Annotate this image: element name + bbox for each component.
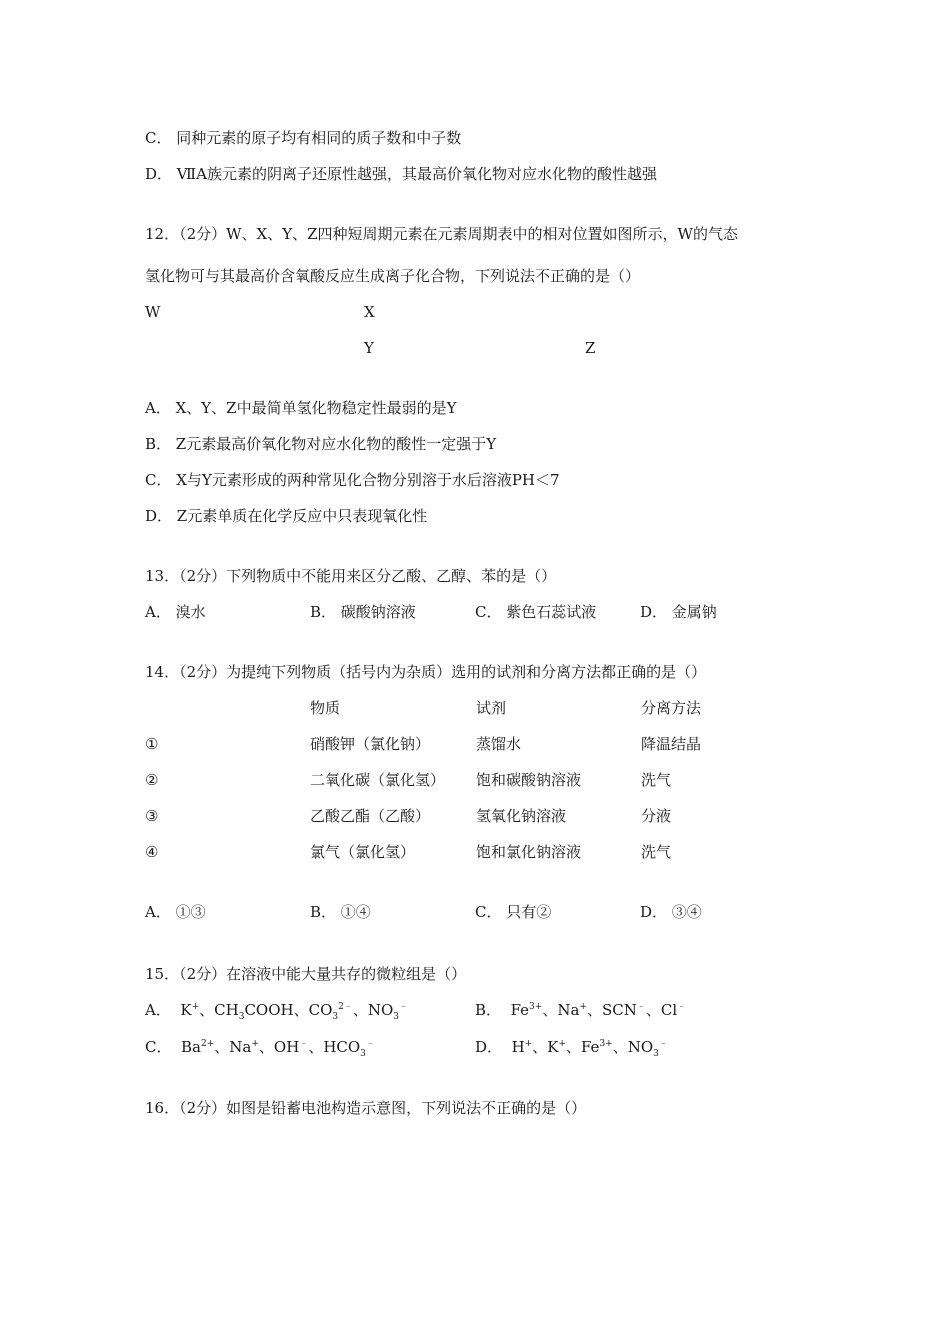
q11-option-c: C． 同种元素的原子均有相同的质子数和中子数 xyxy=(145,129,462,147)
q14-option-c: C． 只有② xyxy=(475,903,552,921)
q14-row-method: 洗气 xyxy=(641,771,672,789)
q15-option-c: C． $Ba^{2+}$、Na+、OH﹣、$HCO_3^﹣$ xyxy=(145,1038,375,1059)
q14-row-substance: 二氧化碳（氯化氢） xyxy=(310,771,446,789)
q12-option-b: B． Z元素最高价氧化物对应水化物的酸性一定强于Y xyxy=(145,435,497,453)
q14-row-reagent: 氢氧化钠溶液 xyxy=(476,807,567,825)
q14-option-a: A． ①③ xyxy=(145,903,206,921)
q15-stem: 15．（2分）在溶液中能大量共存的微粒组是（） xyxy=(145,965,467,983)
q14-row-method: 分液 xyxy=(641,807,672,825)
q14-row-no: ② xyxy=(145,771,159,789)
q14-row-substance: 氯气（氯化氢） xyxy=(310,843,416,861)
q15-option-d-label: D． xyxy=(475,1038,503,1056)
q13-option-b: B． 碳酸钠溶液 xyxy=(310,603,416,621)
q15-option-a: A． K+、$CH_3COOH$、$CO_3^{2﹣}$、$NO_3^﹣$ xyxy=(145,1001,409,1022)
q13-option-c: C． 紫色石蕊试液 xyxy=(475,603,597,621)
q14-row-substance: 乙酸乙酯（乙酸） xyxy=(310,807,431,825)
q14-row-no: ① xyxy=(145,735,159,753)
q14-option-d: D． ③④ xyxy=(640,903,702,921)
q12-option-c: C． X与Y元素形成的两种常见化合物分别溶于水后溶液PH＜7 xyxy=(145,471,560,489)
q11-option-d: D． ⅦA族元素的阴离子还原性越强，其最高价氧化物对应水化物的酸性越强 xyxy=(145,165,657,183)
q13-option-d: D． 金属钠 xyxy=(640,603,717,621)
q15-option-b: B． $Fe^{3+}$、Na+、SCN﹣、Cl﹣ xyxy=(475,1001,687,1019)
q14-row-reagent: 饱和碳酸钠溶液 xyxy=(476,771,582,789)
q13-stem: 13．（2分）下列物质中不能用来区分乙酸、乙醇、苯的是（） xyxy=(145,567,557,585)
q14-row-reagent: 蒸馏水 xyxy=(476,735,522,753)
q14-option-b: B． ①④ xyxy=(310,903,371,921)
q14-row-reagent: 饱和氯化钠溶液 xyxy=(476,843,582,861)
q14-row-method: 洗气 xyxy=(641,843,672,861)
q13-option-a: A． 溴水 xyxy=(145,603,206,621)
q15-option-c-label: C． xyxy=(145,1038,172,1056)
q14-stem: 14．（2分）为提纯下列物质（括号内为杂质）选用的试剂和分离方法都正确的是（） xyxy=(145,663,707,681)
q14-header-method: 分离方法 xyxy=(641,699,702,717)
q15-option-a-label: A． xyxy=(145,1001,171,1019)
q12-grid-y: Y xyxy=(364,339,374,357)
q15-option-d: D． H+、K+、$Fe^{3+}$、$NO_3^﹣$ xyxy=(475,1038,668,1059)
q14-header-reagent: 试剂 xyxy=(476,699,507,717)
q12-option-a: A． X、Y、Z中最简单氢化物稳定性最弱的是Y xyxy=(145,399,457,417)
q12-stem-line2: 氢化物可与其最高价含氧酸反应生成离子化合物，下列说法不正确的是（） xyxy=(145,267,641,285)
q16-stem: 16．（2分）如图是铅蓄电池构造示意图，下列说法不正确的是（） xyxy=(145,1099,587,1117)
q15-option-b-label: B． xyxy=(475,1001,502,1019)
q12-option-d: D． Z元素单质在化学反应中只表现氧化性 xyxy=(145,507,428,525)
q12-grid-z: Z xyxy=(585,339,596,357)
q12-grid-w: W xyxy=(145,303,161,321)
q14-row-substance: 硝酸钾（氯化钠） xyxy=(310,735,431,753)
q14-header-substance: 物质 xyxy=(310,699,341,717)
q12-grid-x: X xyxy=(364,303,375,321)
q12-stem-line1: 12．（2分）W、X、Y、Z四种短周期元素在元素周期表中的相对位置如图所示，W的气态 xyxy=(145,225,738,243)
q14-row-no: ③ xyxy=(145,807,159,825)
q14-row-method: 降温结晶 xyxy=(641,735,702,753)
q14-row-no: ④ xyxy=(145,843,159,861)
